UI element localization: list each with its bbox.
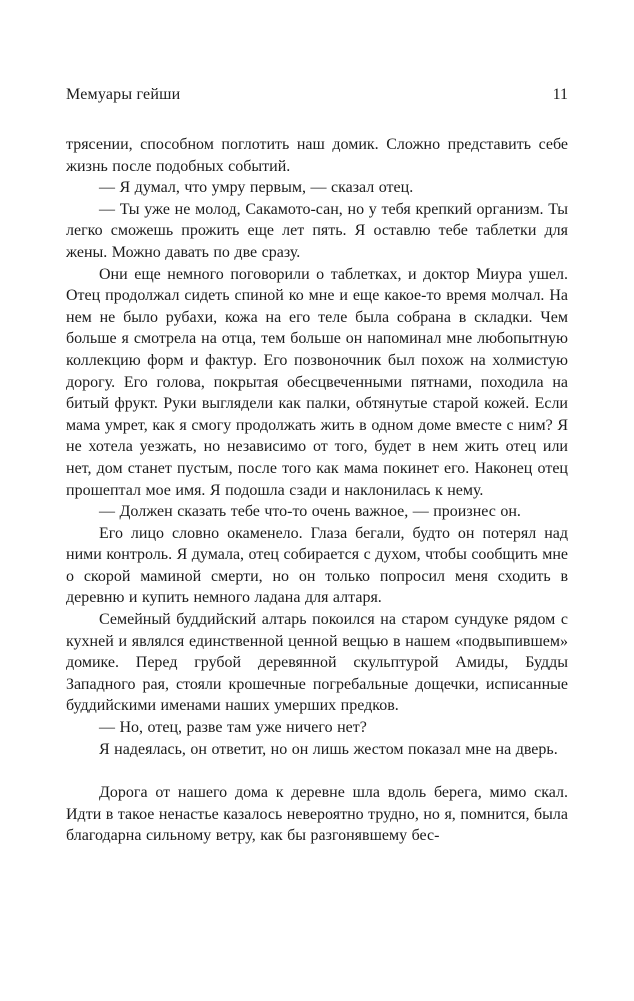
paragraph: Дорога от нашего дома к деревне шла вдоль берега, мимо скал. Идти в такое ненастье казалось невероятно трудно, но я, помнится, была благодарна сильному ветру, как бы разгонявшему бес- (66, 784, 568, 845)
paragraph: Его лицо словно окаменело. Глаза бегали, будто он потерял над ними контроль. Я думала, отец собирается с духом, чтобы сообщить мне о скорой маминой смерти, но он только попросил меня сходить в деревню и купить немного ладана для алтаря. (66, 524, 569, 607)
paragraph: трясении, способном поглотить наш домик. Сложно представить себе жизнь после подобных событий. (66, 136, 568, 175)
paragraph: — Я думал, что умру первым, — сказал отец. (99, 179, 414, 197)
book-title: Мемуары гейши (66, 86, 181, 103)
paragraph: Я надеялась, он ответит, но он лишь жестом показал мне на дверь. (99, 740, 558, 758)
paragraph: Они еще немного поговорили о таблетках, и доктор Миура ушел. Отец продолжал сидеть спиной ко мне и еще какое-то время молчал. На нем не было рубахи, кожа на его теле была собрана в складки. Чем больше я смотрела на отца, тем больше он напоминал мне любопытную коллекцию форм и фактур. Его позвоночник был похож на холмистую дорогу. Его голова, покрытая обесцвеченными пятнами, походила на битый фрукт. Руки выглядели как палки, обтянутые старой кожей. Если мама умрет, как я смогу продолжать жить в одном доме вместе с ним? Я не хотела уезжать, но независимо от того, будет в нем жить отец или нет, дом станет пустым, после того как мама покинет его. Наконец отец прошептал мое имя. Я подошла сзади и наклонилась к нему. (66, 265, 568, 499)
body-text (66, 134, 568, 847)
paragraph: — Но, отец, разве там уже ничего нет? (99, 719, 367, 737)
paragraph: — Должен сказать тебе что-то очень важное, — произнес он. (99, 503, 521, 521)
paragraph: — Ты уже не молод, Сакамото-сан, но у тебя крепкий организм. Ты легко сможешь прожить еще лет пять. Я оставлю тебе таблетки для жены. Можно давать по две сразу. (66, 200, 568, 261)
page-number: 11 (552, 86, 568, 103)
running-head (66, 86, 568, 104)
paragraph: Семейный буддийский алтарь покоился на старом сундуке рядом с кухней и являлся единственной ценной вещью в нашем «подвыпившем» домике. Перед грубой деревянной скульптурой Амиды, Будды Западного рая, стояли крошечные погребальные дощечки, исписанные буддийскими именами наших умерших предков. (66, 611, 568, 715)
